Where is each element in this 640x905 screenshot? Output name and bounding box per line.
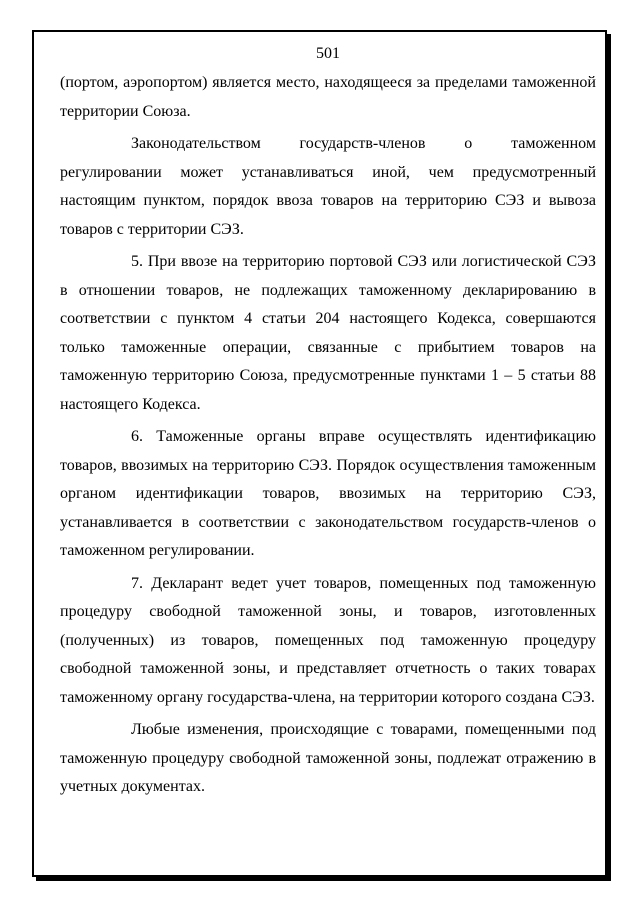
paragraph-item-7: 7. Декларант ведет учет товаров, помещенных под таможенную процедуру свободной таможенной зоны, и товаров, изготовленных (полученных) из товаров, помещенных под таможенную процедуру свободной таможенной зоны, и представляет отчетность о таких товарах таможенному органу государства-члена, на территории которого создана СЭЗ. [60, 574, 596, 706]
paragraph-item-6: 6. Таможенные органы вправе осуществлять идентификацию товаров, ввозимых на территорию СЭЗ. Порядок осуществления таможенным органом идентификации товаров, ввозимых на территорию СЭЗ, устанавливается в соответствии с законодательством государств-членов о таможенном регулировании. [60, 428, 596, 559]
page-number: 501 [316, 45, 340, 62]
paragraph-item-5: 5. При ввозе на территорию портовой СЭЗ или логистической СЭЗ в отношении товаров, не подлежащих таможенному декларированию в соответствии с пунктом 4 статьи 204 настоящего Кодекса, совершаются только таможенные операции, связанные с прибытием товаров на таможенную территорию Союза, предусмотренные пунктами 1 – 5 статьи 88 настоящего Кодекса. [60, 253, 596, 413]
paragraph-continuation: (портом, аэропортом) является место, находящееся за пределами таможенной территории Союза. [60, 74, 596, 120]
paragraph-changes: Любые изменения, происходящие с товарами, помещенными под таможенную процедуру свободной таможенной зоны, подлежат отражению в учетных документах. [60, 721, 596, 795]
paragraph-legislation: Законодательством государств-членов о таможенном регулировании может устанавливаться иной, чем предусмотренный настоящим пунктом, порядок ввоза товаров на территорию СЭЗ и вывоза товаров с территории СЭЗ. [60, 135, 596, 238]
document-body [60, 44, 596, 864]
